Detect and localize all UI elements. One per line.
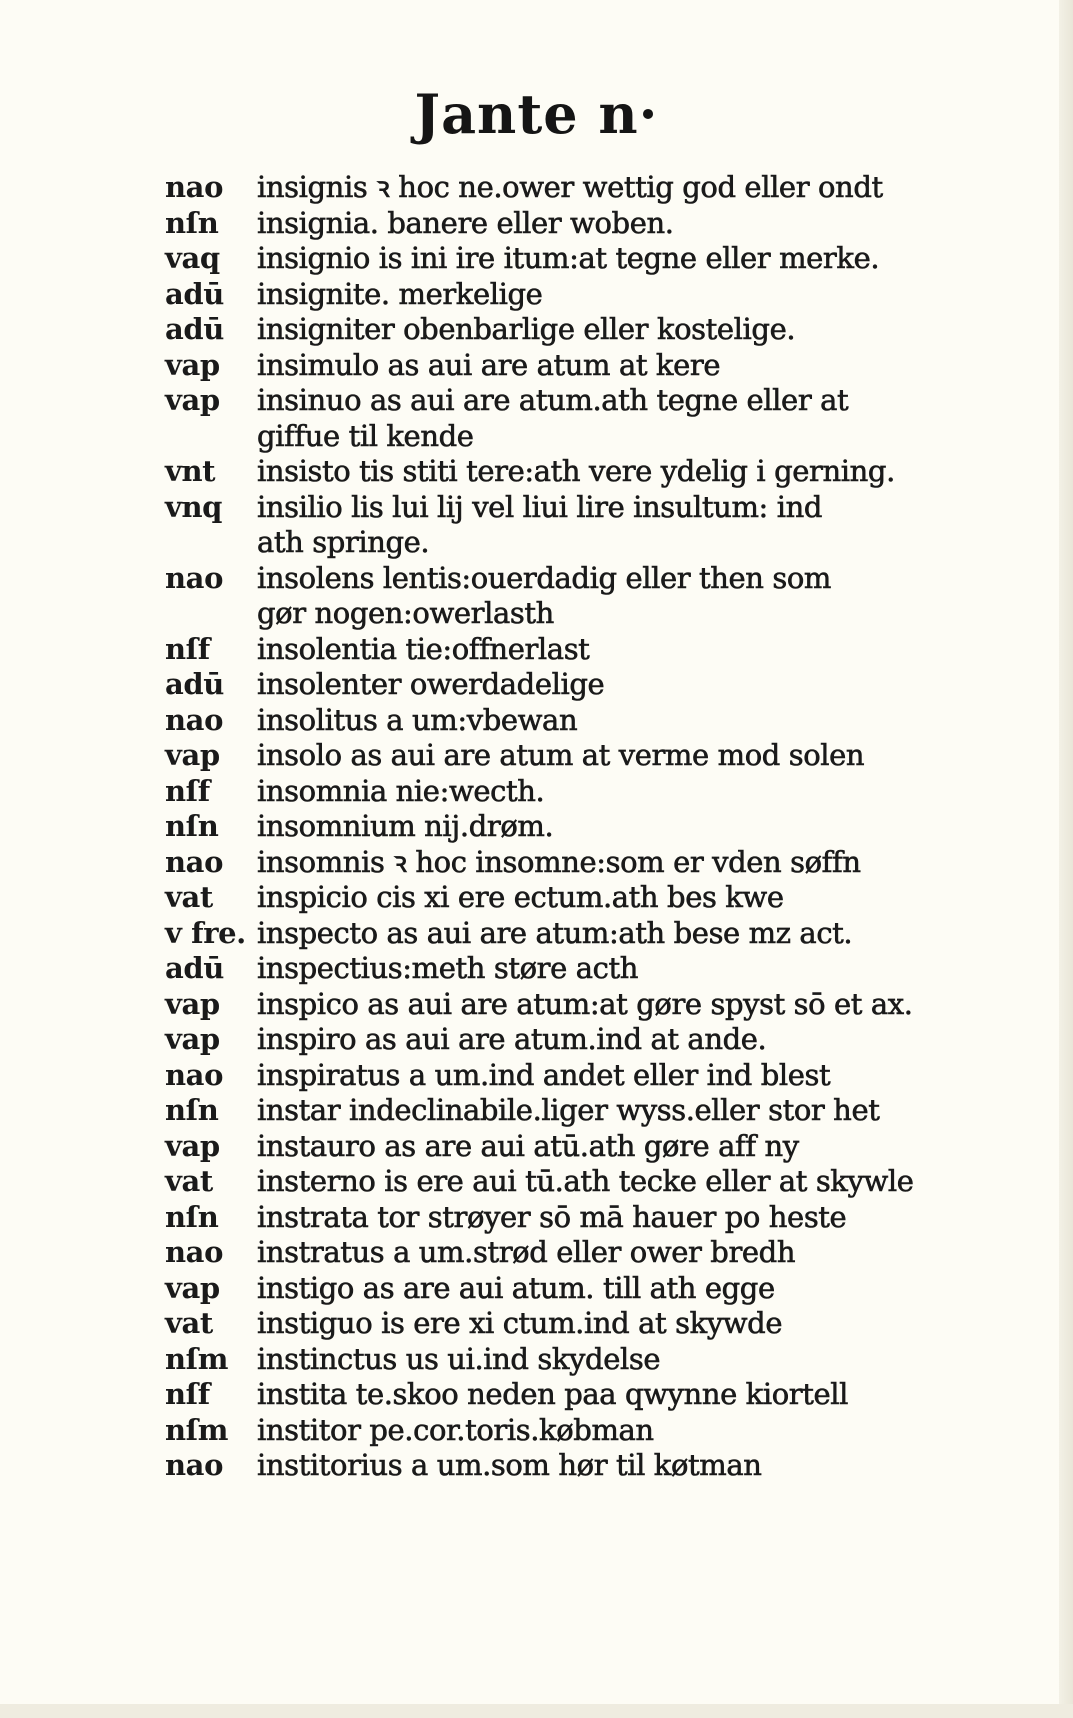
entry-text: institor pe.cor.toris.købman [257,1412,654,1447]
entry-text: insolens lentis:ouerdadig eller then som [257,560,832,595]
entry-text: instratus a um.strød eller ower bredh [257,1235,796,1269]
grammar-code: adū [165,667,224,701]
entry-text: insolo as aui are atum at verme mod solen [257,738,865,772]
page-edge-bottom [0,1704,1073,1718]
dictionary-entry [165,490,945,526]
dictionary-entry [165,383,945,419]
entry-text: insolenter owerdadelige [257,667,605,701]
entry-list [165,170,945,1484]
grammar-code: nſf [165,631,210,666]
grammar-code: nao [165,702,224,737]
grammar-code: nao [165,1448,224,1482]
dictionary-entry [165,880,945,916]
dictionary-entry [165,1022,945,1058]
grammar-code [165,419,257,455]
dictionary-entry [165,277,945,313]
dictionary-entry-continuation [165,525,945,561]
dictionary-entry [165,1058,945,1094]
grammar-code: nao [165,844,224,879]
dictionary-entry [165,1093,945,1129]
dictionary-entry [165,170,945,206]
grammar-code: nſf [165,773,210,808]
grammar-code: adū [165,276,224,311]
dictionary-entry [165,845,945,881]
dictionary-entry [165,703,945,739]
entry-text: instar indeclinabile.liger wyss.eller stor het [257,1093,880,1127]
dictionary-entry [165,916,945,952]
entry-text: insisto tis stiti tere:ath vere ydelig i gerning. [257,454,895,488]
grammar-code: vap [165,986,220,1021]
grammar-code: nſf [165,1377,210,1411]
entry-text: insignite. merkelige [257,276,543,311]
grammar-code: vap [165,738,220,772]
dictionary-entry [165,1448,945,1484]
dictionary-entry [165,1342,945,1378]
dictionary-entry [165,951,945,987]
grammar-code: v fre. [165,915,246,950]
entry-text: instita te.skoo neden paa qwynne kiortell [257,1377,849,1411]
entry-text: inspicio cis xi ere ectum.ath bes kwe [257,880,784,914]
dictionary-entry [165,809,945,845]
dictionary-entry-continuation [165,596,945,632]
grammar-code: vat [165,1306,213,1340]
entry-text: inspiratus a um.ind andet eller ind blest [257,1057,831,1092]
grammar-code: vap [165,1128,220,1163]
entry-text: instiguo is ere xi ctum.ind at skywde [257,1306,783,1340]
page-edge-right [1059,0,1073,1718]
grammar-code: nao [165,170,224,204]
dictionary-entry [165,987,945,1023]
grammar-code: nſn [165,1093,219,1127]
entry-text: inspecto as aui are atum:ath bese mz act. [257,915,853,950]
entry-text: instigo as are aui atum. till ath egge [257,1270,775,1305]
entry-text: insolitus a um:vbewan [257,702,578,737]
grammar-code: vaq [165,241,220,275]
entry-text: ath springe. [257,525,430,559]
page-header: Jante n· [414,82,659,146]
dictionary-entry [165,1235,945,1271]
entry-text: insinuo as aui are atum.ath tegne eller at [257,383,849,417]
entry-text: gør nogen:owerlasth [257,596,554,630]
dictionary-entry [165,774,945,810]
entry-text: inspico as aui are atum:at gøre spyst sō et ax. [257,986,913,1021]
grammar-code: vat [165,880,213,914]
grammar-code: vap [165,383,220,417]
grammar-code: adū [165,951,224,985]
grammar-code: nſm [165,1341,229,1376]
grammar-code: vap [165,1022,220,1056]
grammar-code: nſn [165,809,219,843]
dictionary-entry [165,348,945,384]
dictionary-entry [165,561,945,597]
grammar-code: vnt [165,454,216,488]
grammar-code: adū [165,312,224,346]
entry-text: insigniter obenbarlige eller kostelige. [257,312,796,346]
dictionary-entry [165,241,945,277]
grammar-code: nao [165,1235,224,1269]
dictionary-entry [165,1413,945,1449]
entry-text: instinctus us ui.ind skydelse [257,1341,661,1376]
entry-text: insimulo as aui are atum at kere [257,347,721,382]
grammar-code: vnq [165,489,223,524]
entry-text: inspectius:meth støre acth [257,951,638,985]
grammar-code: nſm [165,1412,229,1447]
grammar-code: vap [165,1270,220,1305]
grammar-code: nao [165,1057,224,1092]
dictionary-entry [165,667,945,703]
dictionary-entry-continuation [165,419,945,455]
grammar-code [165,525,257,561]
grammar-code: nao [165,560,224,595]
entry-text: insignio is ini ire itum:at tegne eller merke. [257,241,880,275]
entry-text: insterno is ere aui tū.ath tecke eller at skywle [257,1164,914,1198]
dictionary-entry [165,632,945,668]
entry-text: insomnis ꝛ hoc insomne:som er vden søffn [257,844,861,879]
dictionary-entry [165,1200,945,1236]
entry-text: insignia. banere eller woben. [257,205,674,240]
dictionary-entry [165,738,945,774]
entry-text: insomnium nij.drøm. [257,809,554,843]
dictionary-entry [165,206,945,242]
entry-text: insilio lis lui lij vel liui lire insultum: ind [257,489,823,524]
dictionary-entry [165,1306,945,1342]
entry-text: insignis ꝛ hoc ne.ower wettig god eller ondt [257,170,883,204]
dictionary-entry [165,1164,945,1200]
dictionary-entry [165,1271,945,1307]
entry-text: inspiro as aui are atum.ind at ande. [257,1022,767,1056]
entry-text: institorius a um.som hør til køtman [257,1448,762,1482]
grammar-code: nſn [165,205,219,240]
entry-text: instrata tor strøyer sō mā hauer po heste [257,1199,847,1234]
dictionary-entry [165,454,945,490]
dictionary-entry [165,1129,945,1165]
entry-text: instauro as are aui atū.ath gøre aff ny [257,1128,799,1163]
dictionary-entry [165,312,945,348]
grammar-code: vap [165,347,220,382]
grammar-code: vat [165,1164,213,1198]
grammar-code: nſn [165,1199,219,1234]
entry-text: insolentia tie:offnerlast [257,631,590,666]
dictionary-entry [165,1377,945,1413]
entry-text: giffue til kende [257,418,474,453]
grammar-code [165,596,257,632]
entry-text: insomnia nie:wecth. [257,773,545,808]
